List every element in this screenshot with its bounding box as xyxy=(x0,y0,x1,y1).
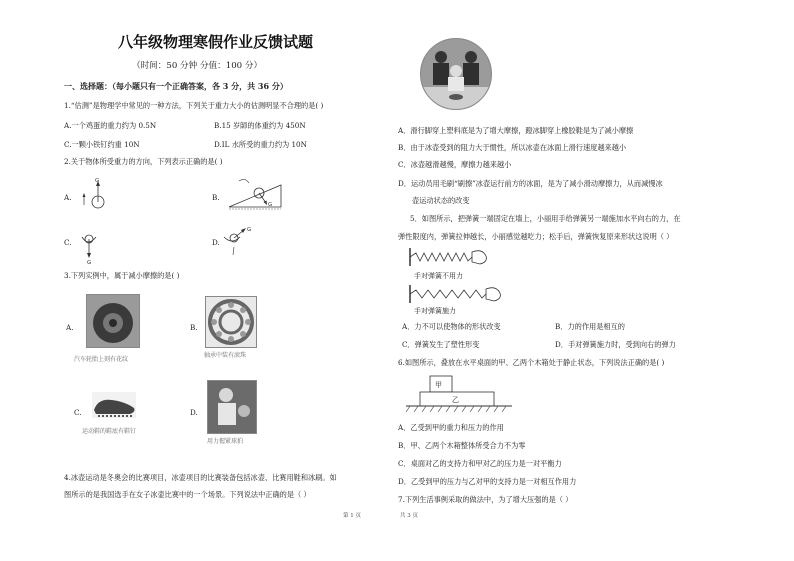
q5-figure-relaxed xyxy=(406,246,506,272)
q2-stem: 2.关于物体所受重力的方向，下列表示正确的是( ) xyxy=(64,157,223,166)
q3-option-c: C. xyxy=(74,408,82,417)
q5-figure-relaxed-caption: 手对弹簧不用力 xyxy=(414,272,463,280)
q6-figure-boxes xyxy=(404,372,516,416)
q3-option-b: B. xyxy=(190,323,198,332)
q2-option-a: A. xyxy=(64,193,72,202)
page-number: 第 1 页 xyxy=(343,513,361,519)
q3-photo-shoe xyxy=(92,392,136,418)
q4-photo-curling xyxy=(420,38,492,110)
page-total: 共 3 页 xyxy=(400,513,418,519)
q1-option-a: A.一个鸡蛋的重力约为 0.5N xyxy=(64,121,157,130)
q3-photo-bearing xyxy=(205,296,257,348)
exam-title: 八年级物理寒假作业反馈试题 xyxy=(118,33,314,51)
q5-option-a: A．力不可以使物体的形状改变 xyxy=(402,322,501,331)
q6-option-d: D．乙受到甲的压力与乙对甲的支持力是一对相互作用力 xyxy=(398,477,577,486)
q4-option-d-line2: 壶运动状态的改变 xyxy=(412,196,470,205)
q3-option-d: D. xyxy=(190,408,198,417)
q2-option-d: D. xyxy=(212,238,220,247)
q6-option-a: A．乙受到甲的重力和压力的作用 xyxy=(398,423,504,432)
q2-c-g-label: G xyxy=(87,260,92,265)
q6-box-top-label: 甲 xyxy=(435,381,442,389)
q2-b-g-label: G xyxy=(268,202,273,208)
q4-option-d-line1: D．运动员用毛刷“刷擦”冰壶运行前方的冰面，是为了减小滑动摩擦力，从而减慢冰 xyxy=(398,179,663,188)
q3-caption-b: 轴承中装有滚珠 xyxy=(204,352,247,359)
q5-stem-line1: 5．如图所示，把弹簧一端固定在墙上，小丽用手给弹簧另一端施加水平向右的力，在 xyxy=(410,214,681,223)
q6-stem: 6.如图所示，叠放在水平桌面的甲、乙两个木箱处于静止状态，下列说法正确的是( ) xyxy=(398,358,665,367)
q5-option-b: B．力的作用是相互的 xyxy=(555,322,625,331)
q2-option-b: B. xyxy=(212,193,220,202)
q4-stem-line1: 4.冰壶运动是冬奥会的比赛项目，冰壶项目的比赛装备包括冰壶、比赛用鞋和冰刷。如 xyxy=(64,473,337,482)
q3-caption-d: 用力握紧球拍 xyxy=(207,438,244,445)
q2-figure-a xyxy=(74,175,114,215)
q5-option-d: D．手对弹簧施力时，受到向右的弹力 xyxy=(555,340,676,349)
q4-option-b: B．由于冰壶受到的阻力大于惯性，所以冰壶在冰面上滑行速度越来越小 xyxy=(398,143,627,152)
q7-stem: 7.下列生活事例采取的做法中，为了增大压强的是（ ） xyxy=(398,495,573,504)
q3-caption-c: 运动鞋的鞋底有鞋钉 xyxy=(82,428,137,435)
q4-option-c: C．冰壶越滑越慢，摩擦力越来越小 xyxy=(398,160,512,169)
q6-option-b: B．甲、乙两个木箱整体所受合力不为零 xyxy=(398,441,526,450)
q3-photo-tire xyxy=(86,294,140,348)
q3-option-a: A. xyxy=(66,323,74,332)
exam-subtitle: （时间：50 分钟 分值：100 分） xyxy=(132,61,263,71)
q1-option-c: C.一颗小铁钉约重 10N xyxy=(64,140,140,149)
q6-option-c: C．桌面对乙的支持力和甲对乙的压力是一对平衡力 xyxy=(398,459,562,468)
q2-d-g-label: G xyxy=(247,227,252,233)
q4-stem-line2: 图所示的是我国选手在女子冰壶比赛中的一个场景。下列说法中正确的是（ ） xyxy=(64,490,311,499)
q3-caption-a: 汽车轮胎上刻有花纹 xyxy=(74,356,129,363)
q2-option-c: C. xyxy=(64,238,72,247)
q3-stem: 3.下列实例中，属于减小摩擦的是( ) xyxy=(64,271,180,280)
q6-box-bottom-label: 乙 xyxy=(452,396,459,404)
q2-figure-b xyxy=(225,173,285,213)
q5-stem-line2: 弹性限度内，弹簧拉伸越长，小丽感觉越吃力；松手后，弹簧恢复原来形状这说明（ ） xyxy=(398,232,674,241)
q1-option-b: B.15 岁師的体重约为 450N xyxy=(214,121,306,130)
q4-option-a: A．滑行脚穿上塑料底是为了增大摩擦，蹬冰脚穿上橡胶鞋是为了减小摩擦 xyxy=(398,126,634,135)
q1-option-d: D.IL 水所受的重力约为 10N xyxy=(214,140,307,149)
section-heading: 一、选择题：（每小题只有一个正确答案，各 3 分，共 36 分） xyxy=(64,81,288,91)
q5-figure-stretched xyxy=(406,283,516,309)
q5-option-c: C．弹簧发生了塑性形变 xyxy=(402,340,480,349)
q2-figure-c xyxy=(72,225,112,265)
q1-stem: 1.“估测”是物理学中常见的一种方法，下列关于重力大小的估测明显不合理的是( ) xyxy=(64,101,324,110)
q2-figure-d xyxy=(222,223,262,263)
q3-photo-racket xyxy=(207,380,257,434)
q5-figure-stretched-caption: 手对弹簧施力 xyxy=(414,307,456,315)
q2-a-g-label: G xyxy=(95,178,100,184)
